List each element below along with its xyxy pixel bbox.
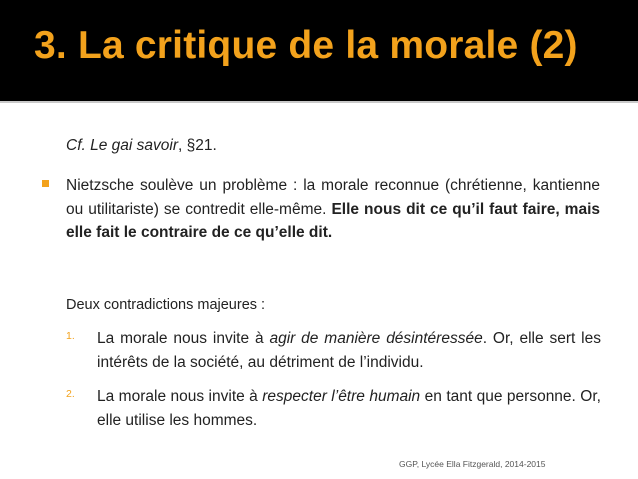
reference-work: Le gai savoir	[90, 137, 179, 154]
title-bar	[0, 0, 638, 103]
item-text-emphasis: agir de manière désintéressée	[269, 330, 483, 347]
reference-prefix: Cf.	[66, 137, 91, 154]
bullet-text: Nietzsche soulève un problème : la morale reconnue (chrétienne, kantienne ou utilitariste) se contredit elle-même.	[66, 177, 600, 218]
list-item-number: 1.	[66, 330, 75, 342]
slide-footer: GGP, Lycée Ella Fitzgerald, 2014-2015	[399, 459, 546, 469]
list-item-number: 2.	[66, 388, 75, 400]
slide-title: 3. La critique de la morale (2)	[34, 24, 578, 67]
item-text-after: en tant que personne. Or, elle utilise les hommes.	[97, 388, 601, 429]
reference-line	[66, 137, 217, 155]
item-text-before: La morale nous invite à	[97, 330, 270, 347]
list-item-text	[97, 327, 601, 374]
bullet-paragraph	[66, 174, 600, 245]
contradictions-heading: Deux contradictions majeures :	[66, 297, 266, 313]
item-text-emphasis: respecter l’être humain	[262, 388, 421, 405]
list-item-text	[97, 385, 601, 432]
bullet-square-icon	[42, 180, 49, 187]
item-text-after: . Or, elle sert les intérêts de la société, au détriment de l’individu.	[97, 330, 601, 371]
item-text-before: La morale nous invite à	[97, 388, 263, 405]
bullet-bold-text: Elle nous dit ce qu’il faut faire, mais elle fait le contraire de ce qu’elle dit.	[66, 200, 600, 241]
reference-suffix: , §21.	[178, 137, 217, 154]
